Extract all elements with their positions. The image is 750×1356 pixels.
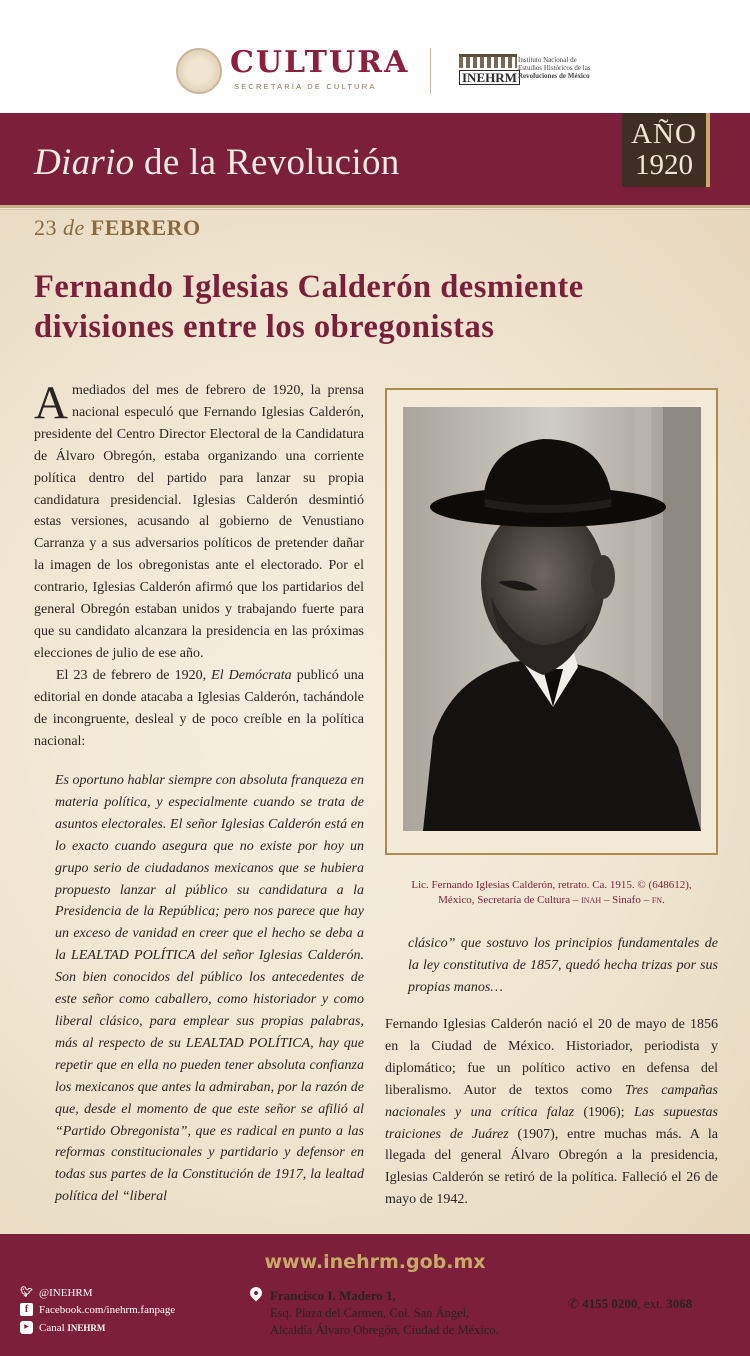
year-badge (622, 113, 710, 187)
banner-title-italic: Diario (34, 142, 135, 183)
logo-divider (430, 48, 431, 94)
facebook-text: Facebook.com/inehrm.fanpage (39, 1303, 176, 1316)
phone-ext: 3068 (666, 1296, 693, 1311)
paragraph-3-mid: (1906); (574, 1104, 634, 1120)
banner-rule-thin (0, 209, 750, 210)
seal-icon (176, 48, 222, 94)
inehrm-building-icon (459, 54, 517, 68)
facebook-link[interactable] (20, 1303, 175, 1316)
phone-ext-label: , ext. (637, 1296, 667, 1311)
paragraph-2-end: publicó una editorial en donde atacaba a Iglesias Calderón, tachándole de incongruente, desleal y de poco creíble en la política nacional: (34, 667, 364, 749)
year-label: AÑO (631, 118, 697, 150)
paragraph-1 (34, 377, 364, 665)
article-headline: Fernando Iglesias Calderón desmiente divisiones entre los obregonistas (34, 269, 584, 345)
facebook-icon: f (20, 1303, 33, 1316)
twitter-icon: 🐦︎ (20, 1287, 33, 1298)
footer-phone[interactable] (568, 1296, 692, 1312)
date-month: FEBRERO (90, 215, 201, 240)
youtube-text (39, 1322, 105, 1334)
paragraph-2 (34, 665, 364, 753)
location-pin-icon (248, 1285, 265, 1302)
year-value: 1920 (635, 149, 693, 181)
book-title-2: Las supuestas traiciones de Juárez (385, 1104, 718, 1142)
drop-cap: A (34, 377, 68, 429)
caption-fn: fn. (651, 894, 665, 906)
paragraph-1-text: mediados del mes de febrero de 1920, la prensa nacional especuló que Fernando Iglesias Calderón, presidente del Centro Director Electoral de la Candidatura de Álvaro Obregón, estaba organizando una corriente política dentro del partido para lanzar su propia candidatura presidencial. Iglesias Calderón desmintió estas versiones, acusando al gobierno de Venustiano Carranza y a sus adversarios políticos de pretender dañar la imagen de los obregonistas ante el electorado. Por el contrario, Iglesias Calderón afirmó que los partidarios del general Obregón estaban unidos y trabajando fuerte para que su candidato alcanzara la presidencia en las próximas elecciones de julio de ese año. (34, 383, 364, 661)
header-logos (176, 44, 596, 100)
inehrm-line-3: Revoluciones de México (518, 72, 590, 80)
date-de: de (63, 215, 85, 240)
youtube-label: Canal (39, 1321, 65, 1334)
caption-credit-start: México, Secretaría de Cultura – (438, 894, 582, 906)
caption-credit-mid: – Sinafo – (601, 894, 652, 906)
address-street: Francisco I. Madero 1, (270, 1288, 396, 1303)
footer-address (250, 1287, 550, 1340)
paragraph-3 (385, 1014, 718, 1211)
portrait-illustration (403, 407, 701, 831)
paragraph-3-start: Fernando Iglesias Calderón nació el 20 de mayo de 1856 en la Ciudad de México. Historiador, periodista y diplomático; fue un político activo en defensa del liberalismo. Autor de textos como (385, 1017, 718, 1098)
address-line-2: Esq. Plaza del Carmen, Col. San Ángel, (270, 1305, 470, 1320)
block-quote-part-1: Es oportuno hablar siempre con absoluta franqueza en materia política, y especialmente cuando se trata de asuntos electorales. El señor Iglesias Calderón está en lo exacto cuando asegura que no existe por hoy un grupo serio de ciudadanos mexicanos que se hubiera propuesto lanzar al público su candidatura a la Presidencia de la República; pero nos parece que hay un exceso de vanidad en creer que el hecho se deba a la LEALTAD POLÍTICA del señor Iglesias Calderón. Son bien conocidos del público los antecedentes de este señor como caballero, como historiador y como liberal clásico, para emplear sus propias palabras, más al respecto de su LEALTAD POLÍTICA, hay que repetir que en ella no pueden tener absoluta confianza los mexicanos que antes la admiraban, por la razón de que, desde el momento de que este señor se afilió al “Partido Obregonista”, que es radical en punto a las reformas constitucionales y partidario y defensor en todas sus partes de la Constitución de 1917, la lealtad política del “liberal (55, 773, 364, 1205)
paragraph-2-start: El 23 de febrero de 1920, (56, 667, 212, 683)
article-date (34, 215, 201, 241)
paragraph-3-end: (1907), entre muchas más. A la llegada del general Álvaro Obregón a la presidencia, Iglesias Calderón se retiró de la política. Falleció el 26 de mayo de 1942. (385, 1126, 718, 1208)
article-left-column (34, 377, 364, 752)
banner-gold-rule (0, 205, 750, 208)
youtube-icon: ▶ (20, 1321, 33, 1334)
date-day: 23 (34, 215, 57, 240)
website-link[interactable]: www.inehrm.gob.mx (264, 1251, 486, 1273)
inehrm-logo-text (518, 56, 628, 80)
twitter-handle[interactable] (20, 1286, 93, 1299)
cultura-logo-word: CULTURA (230, 45, 410, 80)
banner-title (34, 141, 400, 184)
book-title-1: Tres campañas nacionales y una crítica falaz (385, 1082, 718, 1120)
photo-caption (385, 878, 718, 908)
inehrm-logo-word: INEHRM (459, 70, 520, 85)
phone-icon: ✆ (568, 1296, 579, 1311)
caption-inah: inah (581, 894, 602, 906)
block-quote-part-2: clásico” que sostuvo los principios fundamentales de la ley constitutiva de 1857, quedó hecha trizas por sus propias manos… (408, 936, 718, 995)
portrait-photo (403, 407, 701, 831)
twitter-text: @INEHRM (39, 1286, 93, 1299)
caption-line-1: Lic. Fernando Iglesias Calderón, retrato. Ca. 1915. © (648612), (411, 879, 692, 891)
caption-line-2 (385, 893, 718, 908)
cultura-logo-subtitle: SECRETARÍA DE CULTURA (234, 82, 377, 91)
youtube-link[interactable] (20, 1321, 105, 1334)
phone-number: 4155 0200 (582, 1296, 638, 1311)
address-line-3: Alcaldía Álvaro Obregón, Ciudad de México. (270, 1323, 499, 1337)
banner-title-rest: de la Revolución (134, 142, 400, 183)
newspaper-name: El Demócrata (211, 667, 292, 683)
inehrm-line-2: Estudios Históricos de las (518, 64, 591, 72)
youtube-channel: INEHRM (67, 1322, 106, 1333)
inehrm-line-1: Instituto Nacional de (518, 56, 577, 64)
